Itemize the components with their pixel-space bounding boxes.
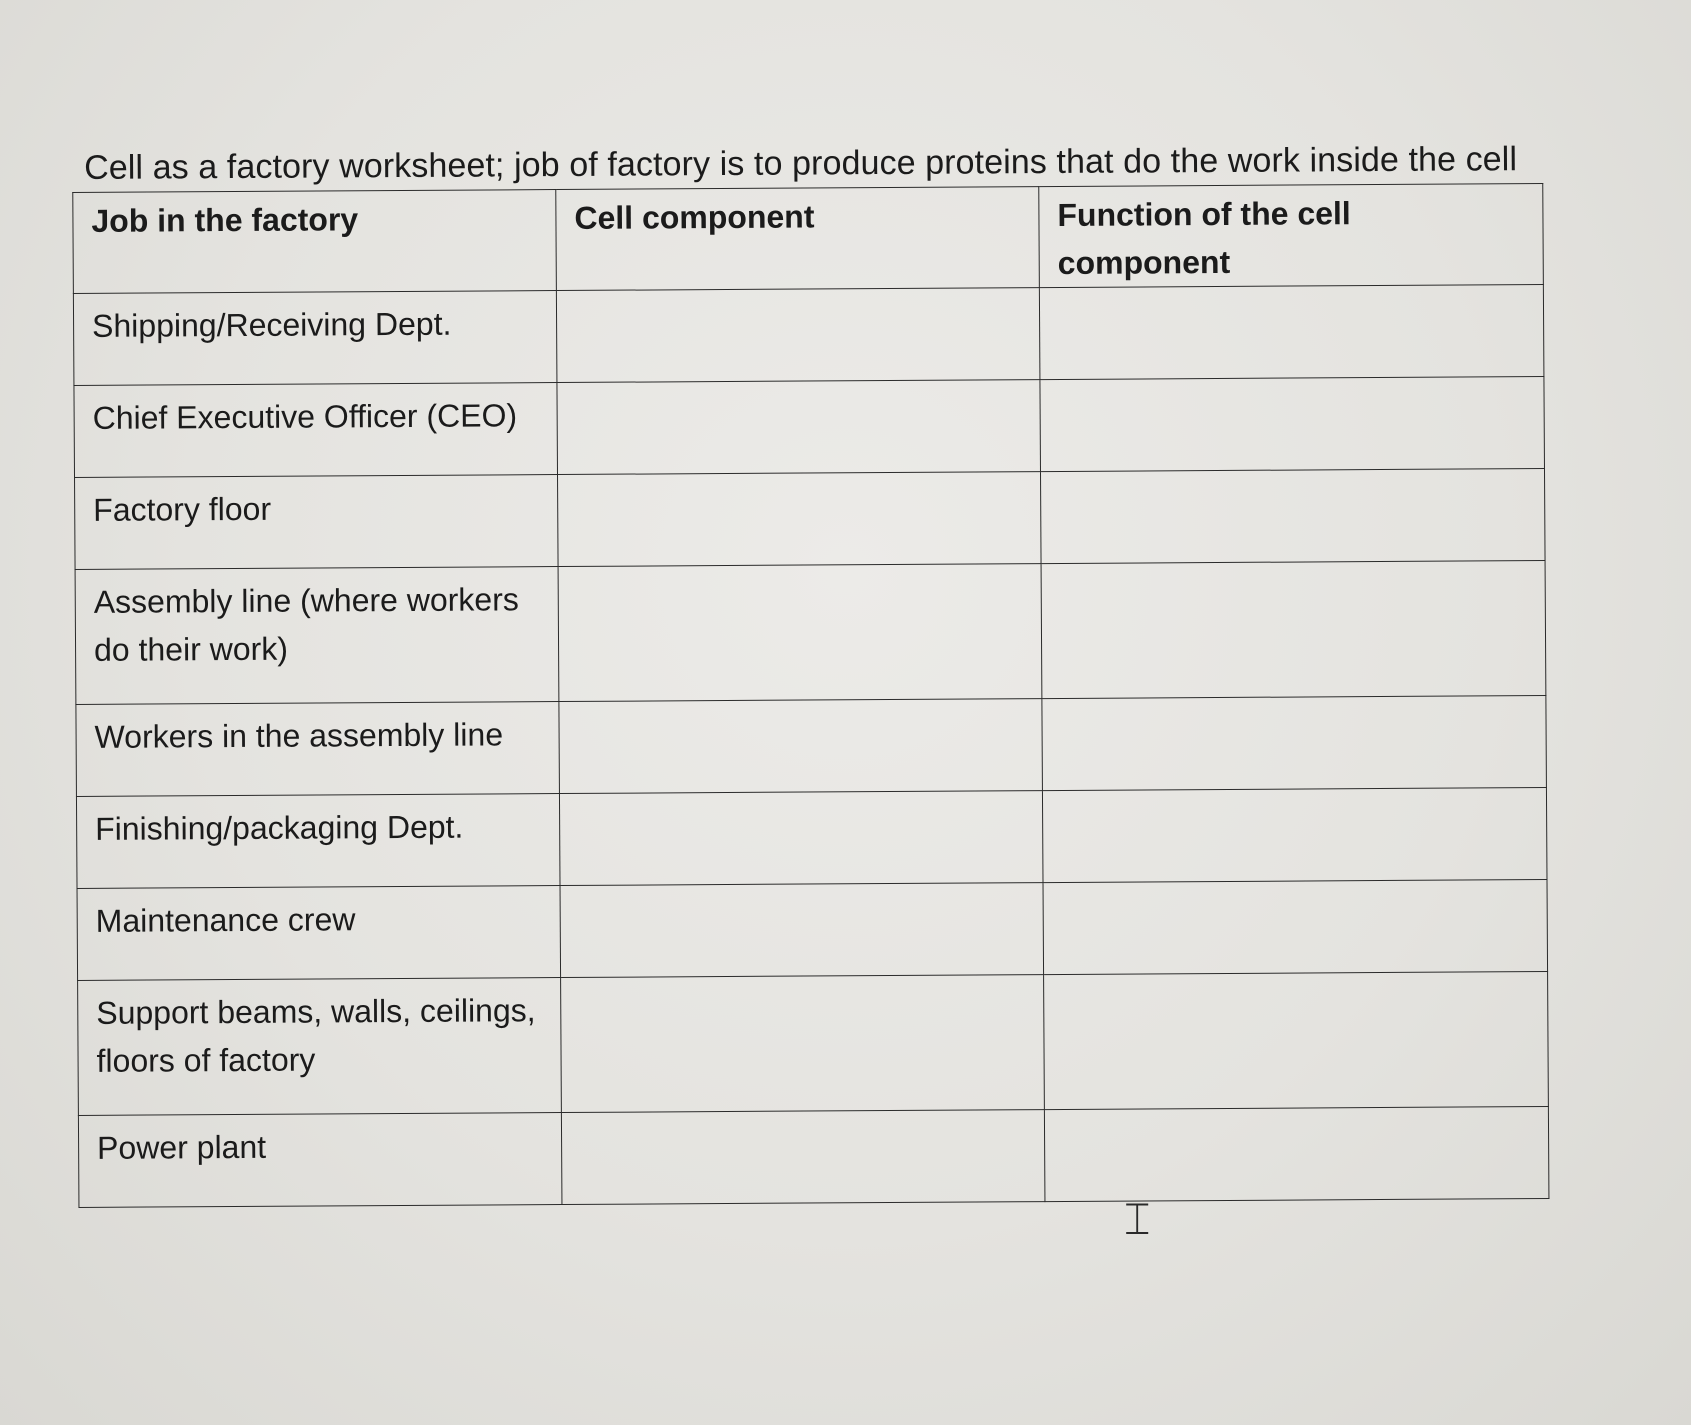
component-cell[interactable] — [558, 564, 1042, 702]
function-cell[interactable] — [1044, 972, 1549, 1110]
component-cell[interactable] — [560, 883, 1044, 978]
header-job: Job in the factory — [73, 190, 557, 294]
text-cursor-icon: ⌶ — [1124, 1194, 1151, 1245]
job-cell: Maintenance crew — [77, 886, 561, 981]
table-row — [77, 880, 1548, 981]
job-cell: Workers in the assembly line — [76, 702, 560, 797]
component-cell[interactable] — [557, 380, 1041, 475]
function-cell[interactable] — [1043, 880, 1548, 975]
job-cell: Power plant — [78, 1113, 562, 1208]
worksheet-table — [72, 183, 1549, 1208]
component-cell[interactable] — [559, 699, 1043, 794]
function-cell[interactable] — [1042, 696, 1547, 791]
table-row — [73, 285, 1544, 386]
table-row — [78, 1106, 1549, 1207]
table-row — [74, 377, 1545, 478]
component-cell[interactable] — [556, 288, 1040, 383]
worksheet — [72, 139, 1548, 1208]
component-cell[interactable] — [561, 1110, 1045, 1205]
table-row — [75, 561, 1546, 705]
component-cell[interactable] — [558, 472, 1042, 567]
function-cell[interactable] — [1039, 285, 1544, 380]
function-cell[interactable] — [1044, 1106, 1549, 1201]
worksheet-title: Cell as a factory worksheet; job of factory is to produce proteins that do the work inside the cell — [84, 140, 1518, 187]
table-row — [78, 972, 1549, 1116]
header-function: Function of the cell component — [1039, 184, 1544, 288]
function-cell[interactable] — [1042, 788, 1547, 883]
table-row — [76, 788, 1547, 889]
table-row — [76, 696, 1547, 797]
job-cell: Support beams, walls, ceilings, floors of factory — [78, 978, 562, 1116]
job-cell: Finishing/packaging Dept. — [76, 794, 560, 889]
header-cell-component: Cell component — [556, 187, 1040, 291]
function-cell[interactable] — [1040, 469, 1545, 564]
component-cell[interactable] — [561, 975, 1045, 1113]
header-row — [73, 184, 1544, 294]
job-cell: Factory floor — [75, 475, 559, 570]
table-row — [75, 469, 1546, 570]
job-cell: Chief Executive Officer (CEO) — [74, 383, 558, 478]
function-cell[interactable] — [1040, 377, 1545, 472]
function-cell[interactable] — [1041, 561, 1546, 699]
component-cell[interactable] — [559, 791, 1043, 886]
job-cell: Assembly line (where workers do their work) — [75, 567, 559, 705]
job-cell: Shipping/Receiving Dept. — [73, 291, 557, 386]
